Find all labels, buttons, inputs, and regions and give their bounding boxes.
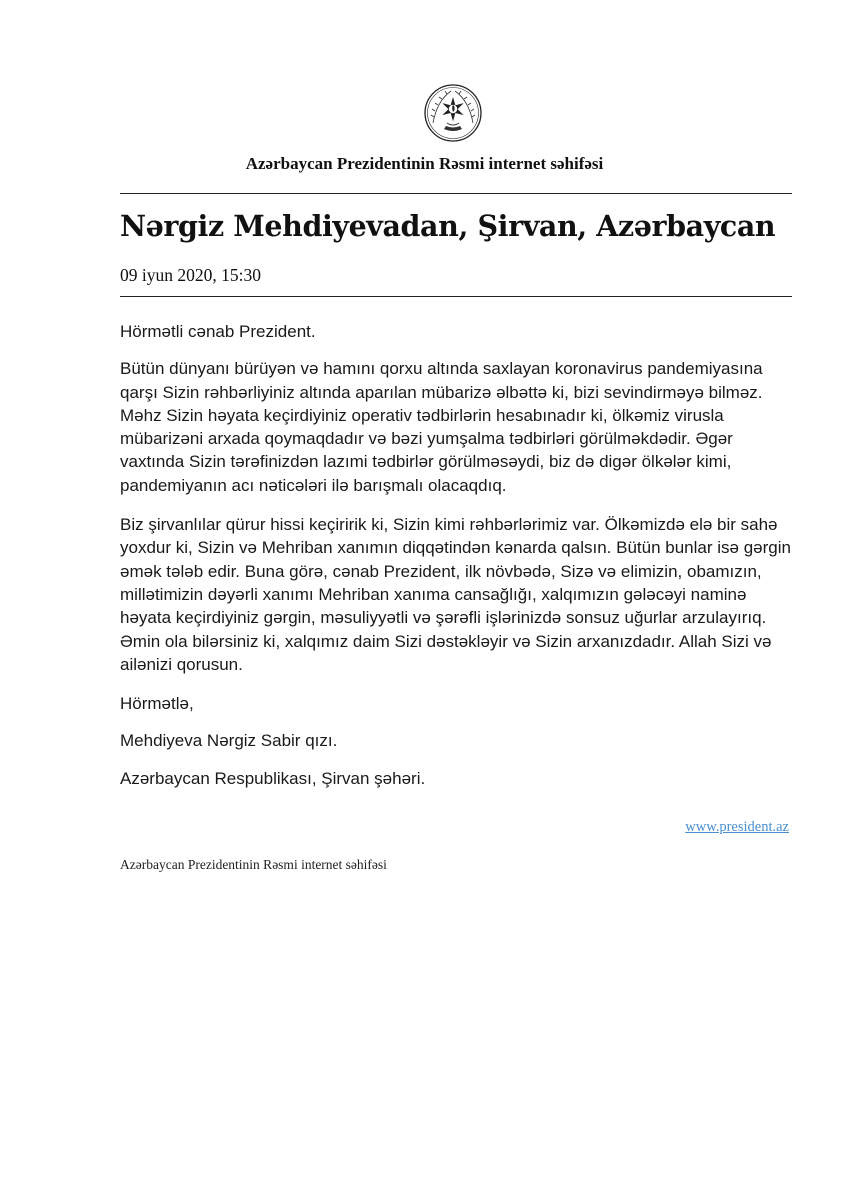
article-greeting: Hörmətli cənab Prezident.	[120, 322, 316, 341]
president-website-link[interactable]: www.president.az	[685, 819, 789, 835]
article-paragraph: Biz şirvanlılar qürur hissi keçiririk ki, Sizin kimi rəhbərlərimiz var. Ölkəmizdə elə bir sahə yoxdur ki, Sizin və Mehriban xanımın diqqətindən kənarda qalsın. Bütün bunlar isə gərgin əmək tələb edir. Buna görə, cənab Prezident, ilk növbədə, Sizə və elimizin, obamızın, millətimizin dəyərli xanımı Mehriban xanıma cansağlığı, xalqımızın gələcəyi naminə həyata keçirdiyiniz gərgin, məsuliyyətli və şərəfli işlərinizdə sonsuz uğurlar arzulayırıq. Əmin ola bilərsiniz ki, xalqımız daim Sizi dəstəkləyir və Sizin arxanızdadır. Allah Sizi və ailənizi qorusun.	[120, 515, 791, 674]
article-paragraph: Bütün dünyanı bürüyən və hamını qorxu altında saxlayan koronavirus pandemiyasına qarşı Sizin rəhbərliyiniz altında aparılan mübarizə əlbəttə ki, bizi sevindirməyə bilməz. Məhz Sizin həyata keçirdiyiniz operativ tədbirlərin hesabınadır ki, ölkəmiz virusla mübarizəni arxada qoymaqdadır və bəzi yumşalma tədbirləri görülməkdədir. Əgər vaxtında Sizin tərəfinizdən lazımi tədbirlər görülməsəydi, biz də digər ölkələr kimi, pandemiyanın acı nəticələri ilə barışmalı olacaqdıq.	[120, 359, 763, 495]
footer-site-title: Azərbaycan Prezidentinin Rəsmi internet səhifəsi	[120, 857, 387, 872]
article-body	[120, 320, 792, 804]
article-title: Nərgiz Mehdiyevadan, Şirvan, Azərbaycan	[120, 209, 776, 243]
signature-name: Mehdiyeva Nərgiz Sabir qızı.	[120, 731, 338, 751]
article-date: 09 iyun 2020, 15:30	[120, 265, 261, 285]
top-divider	[120, 193, 792, 194]
bottom-divider	[120, 296, 792, 297]
state-emblem-icon	[423, 83, 483, 143]
article-closing: Hörmətlə,	[120, 694, 194, 714]
site-title: Azərbaycan Prezidentinin Rəsmi internet səhifəsi	[245, 154, 604, 173]
signature-place: Azərbaycan Respublikası, Şirvan şəhəri.	[120, 768, 426, 788]
